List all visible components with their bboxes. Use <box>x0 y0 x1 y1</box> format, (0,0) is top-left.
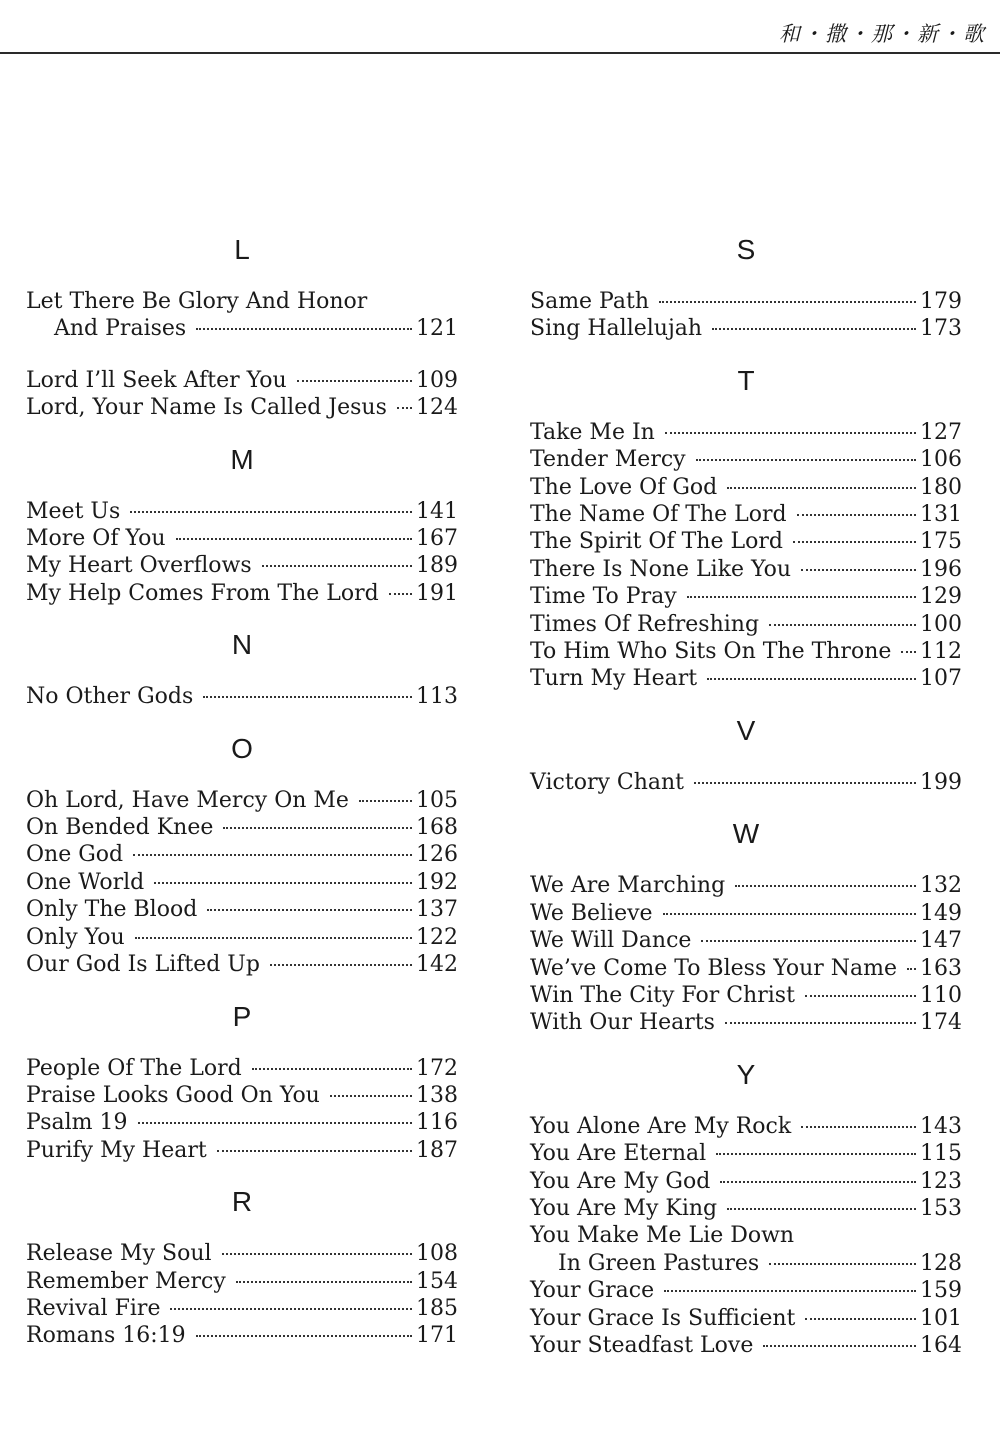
section-letter: M <box>230 443 254 475</box>
entry-title: To Him Who Sits On The Throne <box>530 639 892 665</box>
entry-title: You Alone Are My Rock <box>530 1113 792 1139</box>
dot-leader <box>665 432 916 434</box>
dot-leader <box>735 885 916 887</box>
page-number: 153 <box>920 1195 962 1221</box>
dot-leader <box>262 565 412 567</box>
entry-title: Victory Chant <box>530 769 685 795</box>
page-number: 173 <box>920 316 962 342</box>
entry-title: We’ve Come To Bless Your Name <box>530 955 898 981</box>
index-entry[interactable] <box>26 951 458 978</box>
index-entry[interactable] <box>26 1109 458 1136</box>
index-entry[interactable] <box>26 394 458 421</box>
dot-leader <box>270 964 412 966</box>
section-letter: P <box>232 1000 252 1032</box>
dot-leader <box>207 909 412 911</box>
page-number: 107 <box>920 666 962 692</box>
entry-title: Romans 16:19 <box>26 1323 186 1349</box>
entry-title: My Heart Overflows <box>26 553 252 579</box>
index-entry[interactable] <box>26 924 458 951</box>
section-spacer <box>26 422 458 438</box>
header-rule <box>0 52 1000 54</box>
page-number: 167 <box>416 526 458 552</box>
index-section-n <box>26 623 458 710</box>
page-number: 131 <box>920 502 962 528</box>
index-section-l <box>26 228 458 422</box>
entry-title: You Are Eternal <box>530 1141 707 1167</box>
page-number: 172 <box>416 1055 458 1081</box>
entry-title: Turn My Heart <box>530 666 698 692</box>
dot-leader <box>359 800 412 802</box>
index-entry[interactable] <box>530 1305 962 1332</box>
dot-leader <box>196 328 412 330</box>
entry-title: Your Grace <box>530 1278 655 1304</box>
entry-title: We Believe <box>530 900 653 926</box>
dot-leader <box>801 569 916 571</box>
page-number: 122 <box>416 924 458 950</box>
page-number: 116 <box>416 1110 458 1136</box>
index-entry[interactable] <box>530 665 962 692</box>
index-entry[interactable] <box>530 611 962 638</box>
dot-leader <box>297 380 412 382</box>
page-number: 113 <box>416 684 458 710</box>
dot-leader <box>805 995 916 997</box>
page-number: 108 <box>416 1241 458 1267</box>
section-letter: O <box>231 732 253 764</box>
page-number: 168 <box>416 815 458 841</box>
index-section-w <box>530 812 962 1036</box>
entry-title: My Help Comes From The Lord <box>26 580 379 606</box>
index-column-left <box>26 228 458 1350</box>
index-section-v <box>530 709 962 796</box>
index-section-m <box>26 438 458 608</box>
index-section-p <box>26 995 458 1165</box>
index-entry[interactable] <box>530 1250 962 1277</box>
page-number: 121 <box>416 316 458 342</box>
page-number: 100 <box>920 611 962 637</box>
index-entry[interactable] <box>530 955 962 982</box>
page-number: 187 <box>416 1137 458 1163</box>
index-entry[interactable] <box>530 1277 962 1304</box>
page-number: 159 <box>920 1278 962 1304</box>
entry-title: Psalm 19 <box>26 1110 128 1136</box>
index-entry[interactable] <box>530 474 962 501</box>
dot-leader <box>236 1281 412 1283</box>
page-number: 115 <box>920 1141 962 1167</box>
page-number: 129 <box>920 584 962 610</box>
dot-leader <box>330 1095 412 1097</box>
dot-leader <box>901 651 916 653</box>
entry-title: Win The City For Christ <box>530 982 795 1008</box>
page-number: 128 <box>920 1250 962 1276</box>
dot-leader <box>659 301 916 303</box>
entry-title: No Other Gods <box>26 684 194 710</box>
page-number: 199 <box>920 769 962 795</box>
index-entry[interactable] <box>26 1322 458 1349</box>
section-spacer <box>26 979 458 995</box>
index-entry[interactable] <box>530 1195 962 1222</box>
dot-leader <box>664 1290 916 1292</box>
entry-title: Our God Is Lifted Up <box>26 952 260 978</box>
index-entry[interactable] <box>26 1268 458 1295</box>
entry-title: Lord, Your Name Is Called Jesus <box>26 395 387 421</box>
section-spacer <box>530 796 962 812</box>
dot-leader <box>170 1308 412 1310</box>
index-entry[interactable] <box>530 556 962 583</box>
dot-leader <box>716 1153 916 1155</box>
entry-title: Purify My Heart <box>26 1137 207 1163</box>
dot-leader <box>154 882 412 884</box>
page-number: 138 <box>416 1082 458 1108</box>
page-number: 137 <box>416 897 458 923</box>
index-entry[interactable] <box>26 896 458 923</box>
section-letter: T <box>737 364 755 396</box>
index-entry[interactable] <box>26 580 458 607</box>
dot-leader <box>805 1318 916 1320</box>
index-section-t <box>530 359 962 693</box>
entry-title: The Spirit Of The Lord <box>530 529 783 555</box>
section-letter: N <box>231 629 253 661</box>
entry-title: Lord I’ll Seek After You <box>26 367 287 393</box>
dot-leader <box>176 538 413 540</box>
entry-title: Time To Pray <box>530 584 677 610</box>
section-letter: Y <box>736 1058 756 1090</box>
dot-leader <box>907 968 916 970</box>
page-number: 142 <box>416 952 458 978</box>
page-number: 154 <box>416 1268 458 1294</box>
section-letter: R <box>231 1186 253 1218</box>
page-number: 110 <box>920 982 962 1008</box>
section-spacer <box>530 1037 962 1053</box>
index-entry[interactable] <box>530 769 962 796</box>
index-section-y <box>530 1053 962 1360</box>
entry-title: People Of The Lord <box>26 1055 242 1081</box>
entry-title: Tender Mercy <box>530 447 686 473</box>
entry-title: One World <box>26 869 145 895</box>
entry-title: Same Path <box>530 289 650 314</box>
dot-leader <box>712 328 916 330</box>
page-number: 101 <box>920 1305 962 1331</box>
entry-title: One God <box>26 842 124 868</box>
section-spacer <box>26 711 458 727</box>
index-entry[interactable] <box>26 814 458 841</box>
index-entry[interactable] <box>530 900 962 927</box>
page-number: 189 <box>416 553 458 579</box>
index-entry[interactable] <box>530 872 962 899</box>
page-number: 123 <box>920 1168 962 1194</box>
page-number: 141 <box>416 498 458 524</box>
index-entry[interactable] <box>530 1113 962 1140</box>
index-entry[interactable] <box>530 315 962 342</box>
index-entry[interactable] <box>26 1055 458 1082</box>
dot-leader <box>707 678 916 680</box>
entry-title: Meet Us <box>26 498 121 524</box>
entry-title: In Green Pastures <box>558 1250 760 1276</box>
index-entry[interactable] <box>530 927 962 954</box>
entry-title: Only The Blood <box>26 897 198 923</box>
dot-leader <box>797 514 916 516</box>
index-column-right <box>530 228 962 1359</box>
page-number: 124 <box>416 395 458 421</box>
section-letter: L <box>234 234 250 265</box>
page-number: 163 <box>920 955 962 981</box>
index-entry[interactable] <box>26 1240 458 1267</box>
dot-leader <box>687 596 916 598</box>
page-number: 132 <box>920 873 962 899</box>
dot-leader <box>701 940 916 942</box>
index-entry[interactable] <box>530 1332 962 1359</box>
entry-title: We Will Dance <box>530 928 692 954</box>
dot-leader <box>663 913 916 915</box>
page-number: 143 <box>920 1113 962 1139</box>
dot-leader <box>133 854 412 856</box>
section-letter: S <box>736 234 756 265</box>
page-number: 149 <box>920 900 962 926</box>
section-spacer <box>26 1164 458 1180</box>
dot-leader <box>196 1335 412 1337</box>
dot-leader <box>223 827 412 829</box>
index-entry[interactable] <box>530 501 962 528</box>
entry-title: The Love Of God <box>530 474 718 500</box>
index-entry[interactable] <box>530 288 962 315</box>
entry-title: Take Me In <box>530 419 655 445</box>
page-number: 179 <box>920 289 962 314</box>
index-entry[interactable] <box>26 315 458 342</box>
entry-title: You Are My King <box>530 1195 718 1221</box>
page-number: 180 <box>920 474 962 500</box>
dot-leader <box>725 1022 916 1024</box>
dot-leader <box>727 1208 916 1210</box>
index-entry[interactable] <box>26 683 458 710</box>
index-entry[interactable] <box>26 552 458 579</box>
index-entry[interactable] <box>26 787 458 814</box>
section-spacer <box>26 607 458 623</box>
page-number: 175 <box>920 529 962 555</box>
entry-title: The Name Of The Lord <box>530 502 787 528</box>
dot-leader <box>222 1253 412 1255</box>
section-spacer <box>530 343 962 359</box>
index-entry[interactable] <box>26 1082 458 1109</box>
page-number: 109 <box>416 367 458 393</box>
dot-leader <box>130 511 412 513</box>
dot-leader <box>252 1068 412 1070</box>
page-number: 105 <box>416 787 458 813</box>
index-entry[interactable] <box>26 1137 458 1164</box>
page-number: 126 <box>416 842 458 868</box>
page-number: 191 <box>416 580 458 606</box>
index-entry[interactable] <box>26 498 458 525</box>
page-number: 127 <box>920 419 962 445</box>
index-section-r <box>26 1180 458 1350</box>
dot-leader <box>203 696 412 698</box>
group-spacer <box>26 343 458 367</box>
entry-title: With Our Hearts <box>530 1010 715 1036</box>
index-entry[interactable] <box>530 982 962 1009</box>
dot-leader <box>763 1345 916 1347</box>
dot-leader <box>696 459 916 461</box>
entry-title: Revival Fire <box>26 1295 161 1321</box>
entry-title: You Are My God <box>530 1168 711 1194</box>
index-entry[interactable] <box>530 1140 962 1167</box>
index-entry[interactable] <box>530 446 962 473</box>
entry-title: Only You <box>26 924 125 950</box>
index-entry[interactable] <box>530 1168 962 1195</box>
section-spacer <box>530 693 962 709</box>
dot-leader <box>720 1181 916 1183</box>
page-number: 106 <box>920 447 962 473</box>
entry-title: And Praises <box>54 316 187 342</box>
entry-title: Sing Hallelujah <box>530 316 703 342</box>
dot-leader <box>769 1263 916 1265</box>
index-entry[interactable] <box>26 525 458 552</box>
index-section-s <box>530 228 962 343</box>
index-entry[interactable] <box>530 528 962 555</box>
dot-leader <box>397 407 412 409</box>
entry-title: Your Grace Is Sufficient <box>530 1305 796 1331</box>
entry-title: Times Of Refreshing <box>530 611 760 637</box>
index-entry[interactable] <box>26 869 458 896</box>
entry-title: Praise Looks Good On You <box>26 1082 320 1108</box>
index-entry[interactable] <box>530 1009 962 1036</box>
dot-leader <box>793 541 916 543</box>
index-entry[interactable] <box>26 367 458 394</box>
entry-title: Your Steadfast Love <box>530 1332 754 1358</box>
page-number: 112 <box>920 639 962 665</box>
page-number: 171 <box>416 1323 458 1349</box>
section-letter: W <box>732 818 760 850</box>
index-entry[interactable] <box>530 583 962 610</box>
index-entry[interactable] <box>530 638 962 665</box>
page-number: 196 <box>920 556 962 582</box>
page-number: 192 <box>416 869 458 895</box>
page-number: 185 <box>416 1295 458 1321</box>
dot-leader <box>801 1126 916 1128</box>
book-title: 和・撒・那・新・歌 <box>779 22 986 46</box>
dot-leader <box>138 1122 412 1124</box>
page-number: 174 <box>920 1010 962 1036</box>
entry-title-line: Let There Be Glory And Honor <box>26 289 368 314</box>
entry-title: There Is None Like You <box>530 556 792 582</box>
dot-leader <box>769 624 916 626</box>
index-entry[interactable] <box>26 1295 458 1322</box>
entry-title: Remember Mercy <box>26 1268 226 1294</box>
dot-leader <box>727 487 916 489</box>
index-section-o <box>26 727 458 979</box>
entry-title: Release My Soul <box>26 1241 212 1267</box>
page-number: 147 <box>920 928 962 954</box>
entry-title-line: You Make Me Lie Down <box>530 1223 795 1249</box>
dot-leader <box>694 782 916 784</box>
dot-leader <box>389 593 412 595</box>
entry-title: More Of You <box>26 526 166 552</box>
section-letter: V <box>736 714 756 746</box>
index-entry[interactable] <box>26 841 458 868</box>
entry-title: Oh Lord, Have Mercy On Me <box>26 787 349 813</box>
entry-title: On Bended Knee <box>26 815 214 841</box>
page-number: 164 <box>920 1332 962 1358</box>
index-entry[interactable] <box>530 419 962 446</box>
dot-leader <box>135 937 412 939</box>
dot-leader <box>217 1150 412 1152</box>
entry-title: We Are Marching <box>530 873 726 899</box>
